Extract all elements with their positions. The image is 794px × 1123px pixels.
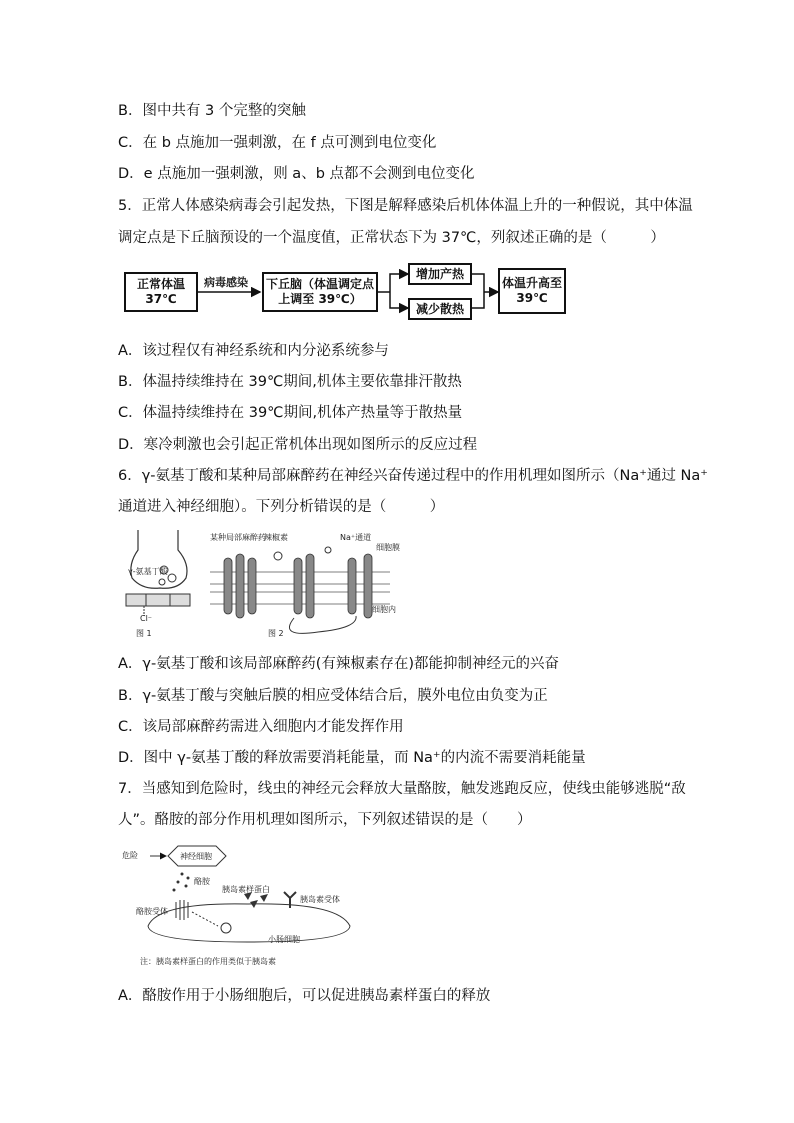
q5-flowchart bbox=[118, 262, 568, 322]
q4-option-c: C．在 b 点施加一强刺激，在 f 点可测到电位变化 bbox=[118, 135, 437, 151]
q5-stem-line2: 调定点是下丘脑预设的一个温度值，正常状态下为 37℃，列叙述正确的是（ ） bbox=[118, 230, 665, 246]
fig7-tyr-receptor-label: 酪胺受体 bbox=[136, 907, 168, 916]
fig6-cl-label: Cl⁻ bbox=[140, 614, 153, 623]
flow-box-hypothalamus: 下丘脑（体温调定点 上调至 39℃） bbox=[262, 272, 378, 312]
fig6-fig2-label: 图 2 bbox=[268, 629, 284, 638]
fig7-danger-label: 危险 bbox=[122, 851, 138, 860]
q5-option-d: D．寒冷刺激也会引起正常机体出现如图所示的反应过程 bbox=[118, 437, 478, 453]
flow-box-reduce-dissipation: 减少散热 bbox=[408, 298, 472, 320]
flow-arrow1-label: 病毒感染 bbox=[204, 276, 248, 289]
q7-stem-line1: 7．当感知到危险时，线虫的神经元会释放大量酪胺，触发逃跑反应，使线虫能够逃脱“敌 bbox=[118, 781, 686, 797]
fig6-gaba-label: γ-氨基丁酸 bbox=[128, 567, 168, 576]
q7-figure bbox=[118, 842, 358, 972]
fig7-intestine-label: 小肠细胞 bbox=[268, 935, 300, 944]
fig6-na-channel-label: Na⁺通道 bbox=[340, 533, 372, 542]
q6-figure bbox=[118, 528, 398, 640]
fig7-ins-receptor-label: 胰岛素受体 bbox=[300, 895, 340, 904]
fig7-note: 注：胰岛素样蛋白的作用类似于胰岛素 bbox=[140, 957, 276, 966]
q5-stem-line1: 5．正常人体感染病毒会引起发热，下图是解释感染后机体体温上升的一种假说，其中体温 bbox=[118, 198, 693, 214]
fig6-inside-label: 细胞内 bbox=[372, 605, 396, 614]
q7-stem-line2: 人”。酪胺的部分作用机理如图所示，下列叙述错误的是（ ） bbox=[118, 812, 532, 828]
fig6-fig1-label: 图 1 bbox=[136, 629, 152, 638]
fig7-neuron-label: 神经细胞 bbox=[180, 852, 212, 861]
flow-box-increase-heat: 增加产热 bbox=[408, 263, 472, 285]
q7-option-a: A．酪胺作用于小肠细胞后，可以促进胰岛素样蛋白的释放 bbox=[118, 988, 491, 1004]
q5-option-a: A．该过程仅有神经系统和内分泌系统参与 bbox=[118, 343, 389, 359]
fig7-ilp-label: 胰岛素样蛋白 bbox=[222, 885, 270, 894]
fig6-membrane-label: 细胞膜 bbox=[376, 543, 400, 552]
flow-box-temp-raised: 体温升高至 39℃ bbox=[498, 268, 566, 314]
fig7-tyramine-label: 酪胺 bbox=[194, 877, 210, 886]
q4-option-d: D．e 点施加一强刺激，则 a、b 点都不会测到电位变化 bbox=[118, 166, 475, 182]
flow-box-normal-temp: 正常体温 37℃ bbox=[124, 272, 198, 312]
q6-option-d: D．图中 γ-氨基丁酸的释放需要消耗能量，而 Na⁺的内流不需要消耗能量 bbox=[118, 750, 586, 766]
q5-option-c: C．体温持续维持在 39℃期间,机体产热量等于散热量 bbox=[118, 405, 463, 421]
fig6-anesthetic-label: 某种局部麻醉药 bbox=[210, 533, 266, 542]
q5-option-b: B．体温持续维持在 39℃期间,机体主要依靠排汗散热 bbox=[118, 374, 462, 390]
q6-option-a: A．γ-氨基丁酸和该局部麻醉药(有辣椒素存在)都能抑制神经元的兴奋 bbox=[118, 656, 560, 672]
q6-option-b: B．γ-氨基丁酸与突触后膜的相应受体结合后，膜外电位由负变为正 bbox=[118, 688, 548, 704]
q6-option-c: C．该局部麻醉药需进入细胞内才能发挥作用 bbox=[118, 719, 404, 735]
q4-option-b: B．图中共有 3 个完整的突触 bbox=[118, 103, 306, 119]
q6-stem-line1: 6．γ-氨基丁酸和某种局部麻醉药在神经兴奋传递过程中的作用机理如图所示（Na⁺通过 Na⁺ bbox=[118, 468, 708, 484]
fig6-capsaicin-label: 辣椒素 bbox=[264, 533, 288, 542]
q6-synapse-diagram bbox=[118, 528, 398, 640]
q6-stem-line2: 通道进入神经细胞）。下列分析错误的是（ ） bbox=[118, 499, 445, 515]
